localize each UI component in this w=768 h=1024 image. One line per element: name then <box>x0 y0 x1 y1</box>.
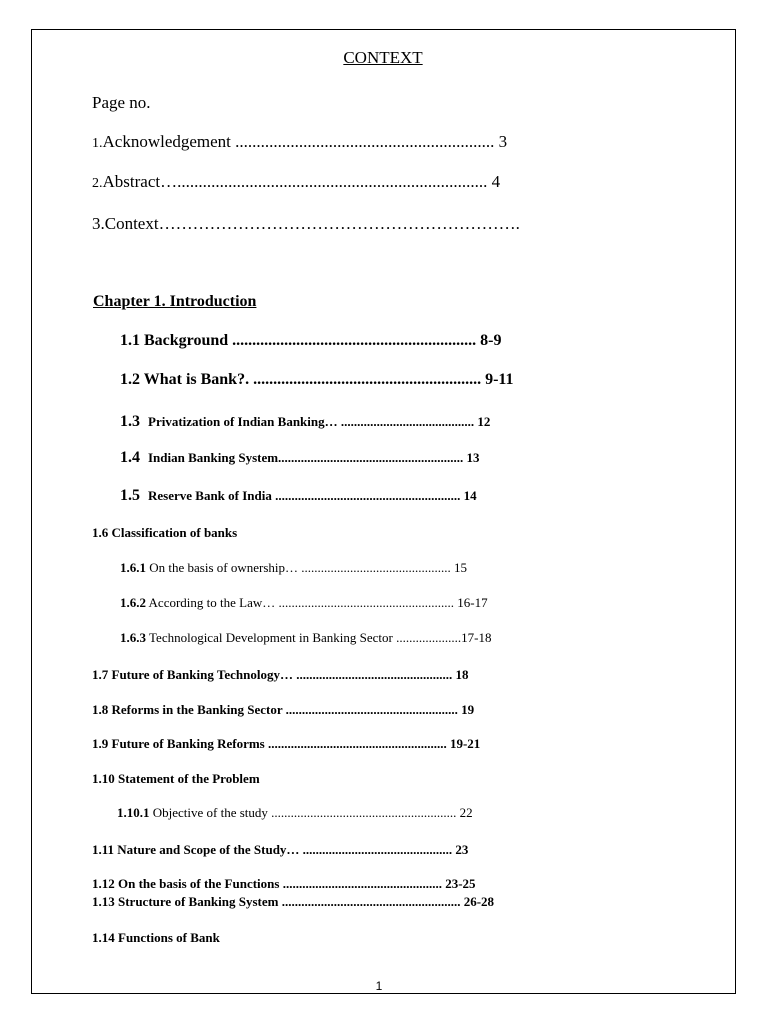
toc-text: Objective of the study ......................................................... 22 <box>149 805 473 820</box>
page-title: CONTEXT <box>343 48 423 67</box>
page-number-label: Page no. <box>92 93 151 112</box>
toc-number: 1.5 <box>120 487 140 504</box>
toc-section-1-14: 1.14 Functions of Bank <box>92 930 220 945</box>
toc-section-1-1: 1.1 Background ............................................................. 8-9 <box>120 332 502 349</box>
toc-abstract <box>92 173 500 191</box>
toc-section-1-2: 1.2 What is Bank?. ......................................................... 9-11 <box>120 371 514 388</box>
toc-acknowledgement <box>92 133 507 151</box>
chapter-heading: Chapter 1. Introduction <box>93 293 257 310</box>
toc-section-1-6-3 <box>120 631 491 644</box>
toc-number: 1.4 <box>120 449 140 466</box>
toc-section-1-10: 1.10 Statement of the Problem <box>92 771 260 786</box>
footer-page-number: 1 <box>375 979 383 993</box>
toc-number: 1.3 <box>120 413 140 430</box>
toc-section-1-7: 1.7 Future of Banking Technology… ................................................ 18 <box>92 667 469 682</box>
toc-section-1-13: 1.13 Structure of Banking System ....................................................... 26-28 <box>92 894 495 909</box>
toc-text: Privatization of Indian Banking… ......................................... 12 <box>148 414 491 429</box>
toc-section-1-6: 1.6 Classification of banks <box>92 525 238 540</box>
toc-section-1-6-2 <box>120 596 488 609</box>
toc-text: On the basis of ownership… .............................................. 15 <box>146 560 468 575</box>
toc-section-1-3 <box>120 414 490 430</box>
toc-text: Indian Banking System......................................................... 13 <box>148 450 480 465</box>
toc-text: Acknowledgement ............................................................. 3 <box>102 132 508 151</box>
toc-number: 1. <box>92 136 103 151</box>
toc-section-1-6-1 <box>120 561 467 574</box>
toc-number: 2. <box>92 176 103 191</box>
toc-text: Technological Development in Banking Sector ....................17-18 <box>146 630 492 645</box>
toc-section-1-12: 1.12 On the basis of the Functions ................................................. 23-25 <box>92 876 476 891</box>
toc-number: 3. <box>92 214 105 233</box>
toc-section-1-11: 1.11 Nature and Scope of the Study… .............................................. 23 <box>92 842 469 857</box>
toc-number: 1.10.1 <box>117 805 150 820</box>
toc-number: 1.6.1 <box>120 560 146 575</box>
toc-number: 1.6.3 <box>120 630 146 645</box>
toc-text: Abstract…......................................................................... 4 <box>102 172 501 191</box>
toc-context <box>92 215 520 232</box>
toc-section-1-4 <box>120 450 480 466</box>
toc-section-1-5 <box>120 488 477 504</box>
toc-section-1-10-1 <box>117 806 473 819</box>
toc-text: Reserve Bank of India ......................................................... 14 <box>148 488 477 503</box>
toc-section-1-8: 1.8 Reforms in the Banking Sector ..................................................... 19 <box>92 702 475 717</box>
toc-number: 1.6.2 <box>120 595 146 610</box>
toc-section-1-9: 1.9 Future of Banking Reforms ....................................................... 19-21 <box>92 736 481 751</box>
toc-text: According to the Law… ...................................................... 16-17 <box>146 595 488 610</box>
toc-text: Context………………………………………………………. <box>104 214 520 233</box>
